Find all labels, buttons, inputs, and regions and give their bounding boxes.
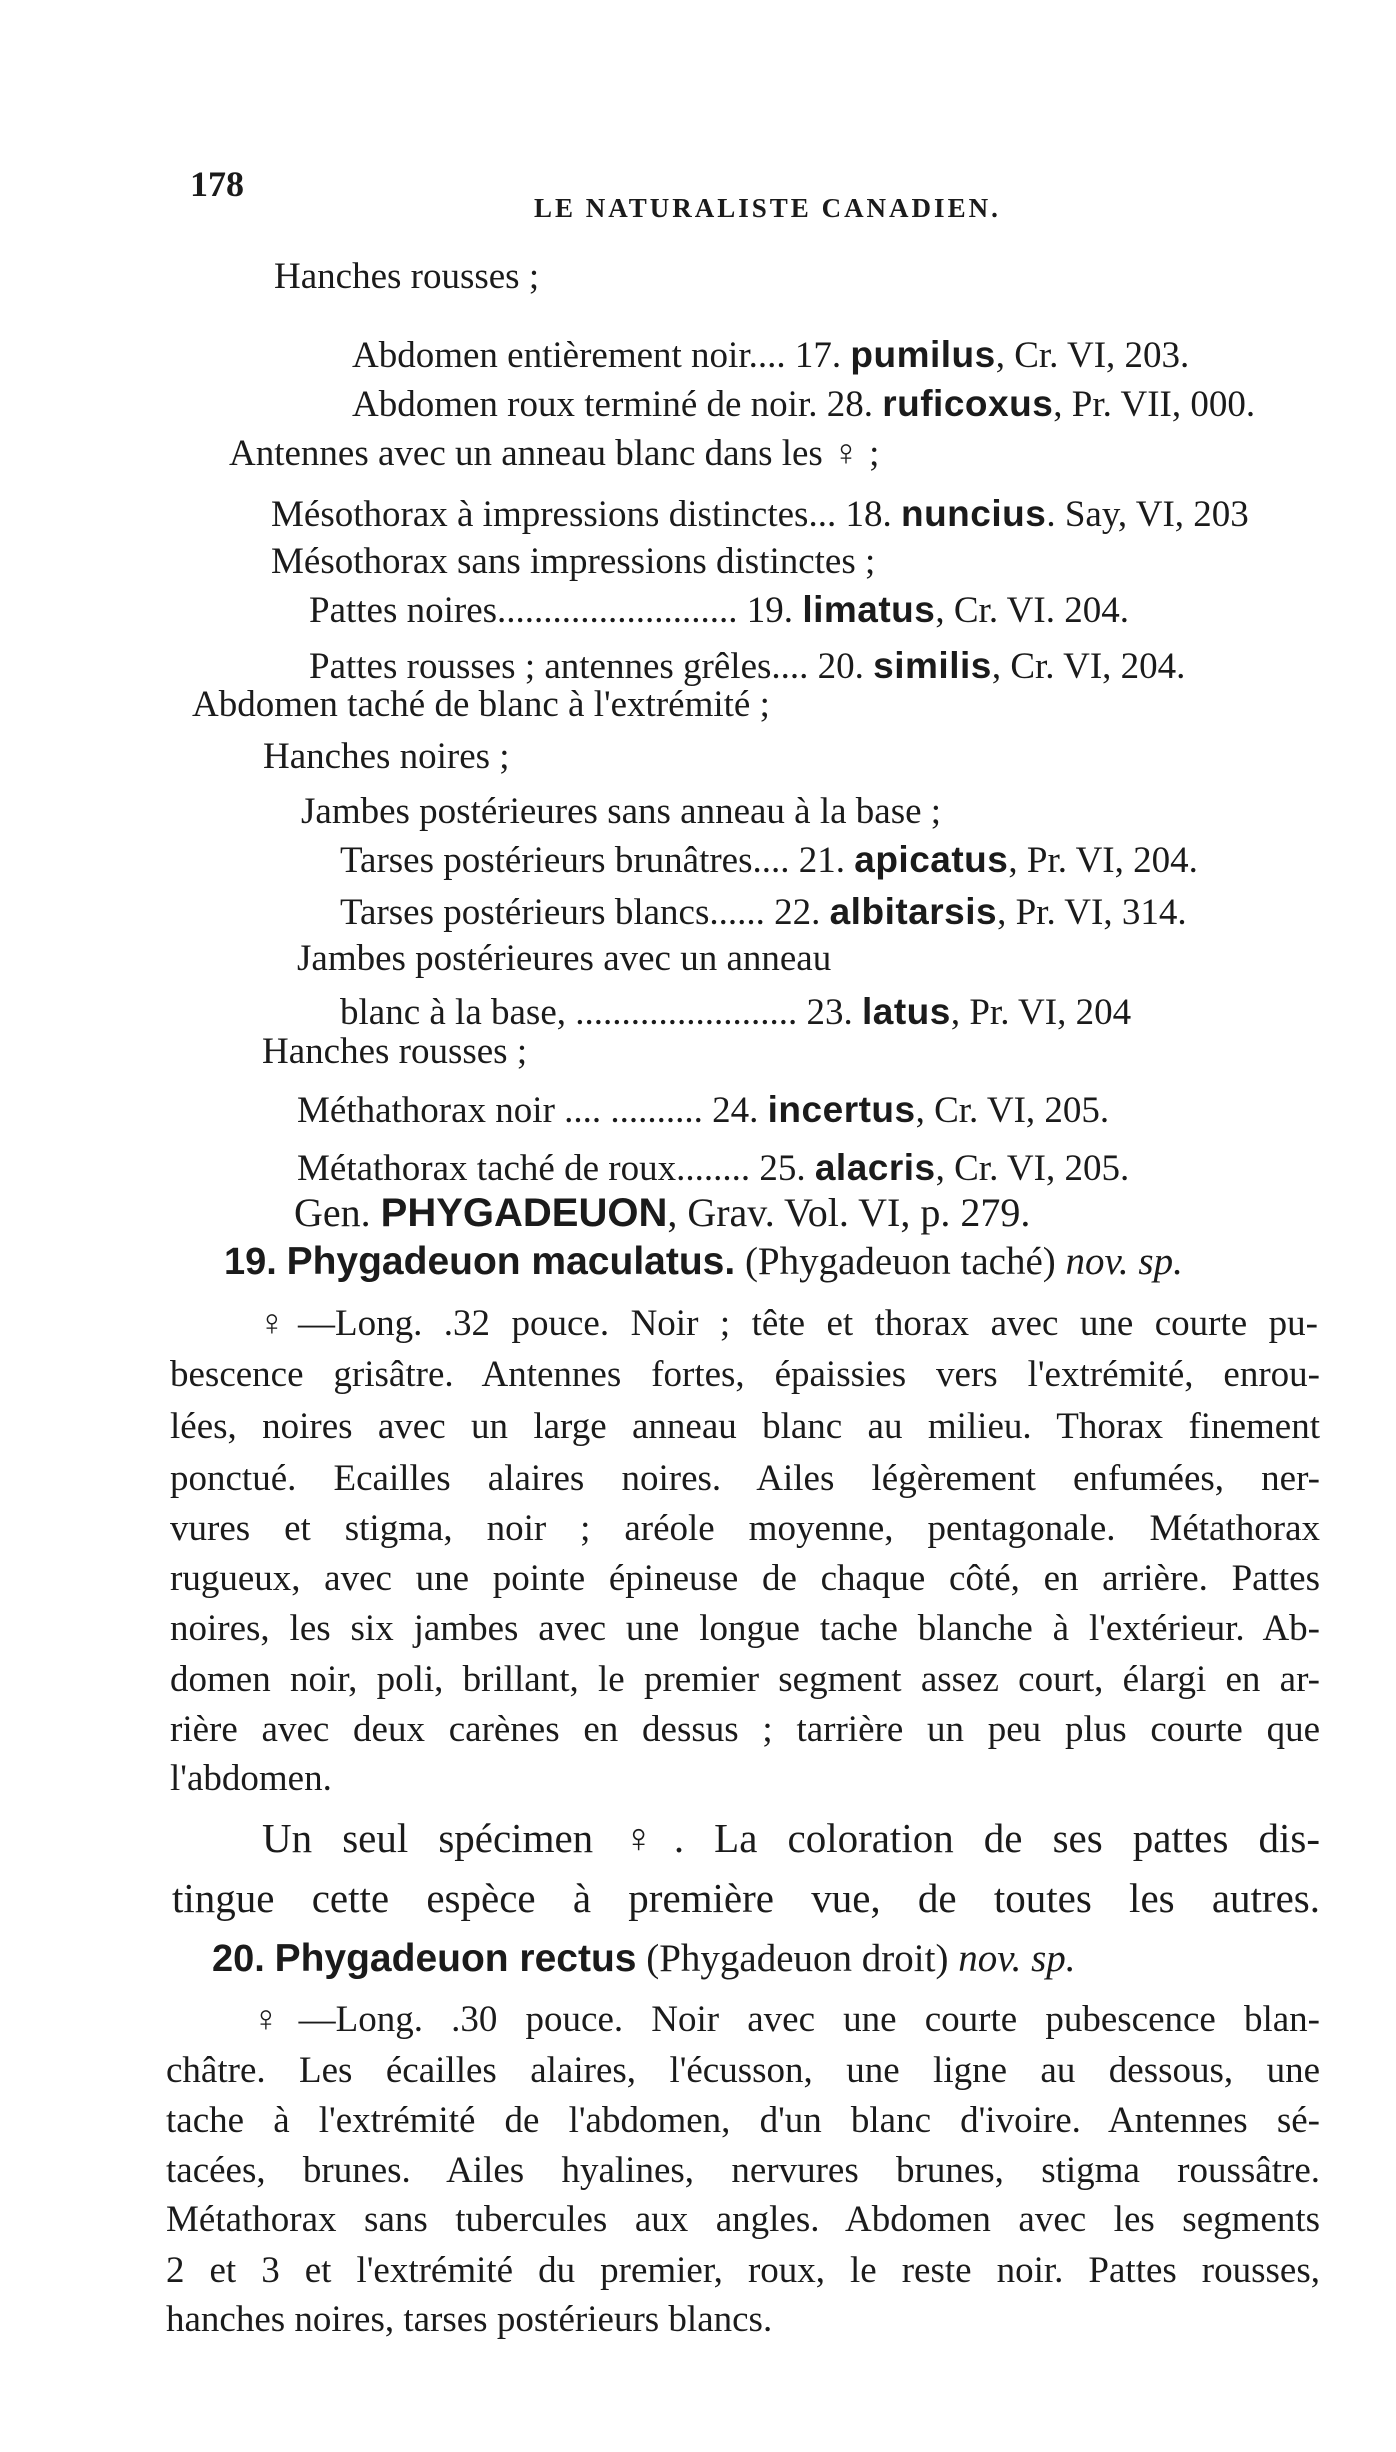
species-20-line: tache à l'extrémité de l'abdomen, d'un blanc d'ivoire. Antennes sé-	[166, 2100, 1320, 2141]
species-common-name: (Phygadeuon droit)	[636, 1937, 959, 1980]
species-number: 20.	[212, 1938, 265, 1980]
key-reference: , Pr. VI, 204	[950, 992, 1132, 1033]
key-reference: , Cr. VI, 204.	[991, 646, 1186, 687]
key-line-12	[340, 838, 1198, 883]
key-text: Pattes noires.......................... 19.	[309, 590, 803, 631]
key-reference: , Cr. VI, 203.	[995, 335, 1190, 376]
species-19-line: ponctué. Ecailles alaires noires. Ailes légèrement enfumées, ner-	[170, 1458, 1320, 1499]
key-text: Mésothorax à impressions distinctes... 18.	[271, 494, 901, 535]
key-line-4: Antennes avec un anneau blanc dans les ♀ ;	[229, 433, 880, 474]
key-reference: , Pr. VI, 204.	[1008, 840, 1198, 881]
species-name: alacris	[814, 1147, 936, 1188]
key-line-2	[352, 333, 1189, 378]
species-20-line: tacées, brunes. Ailes hyalines, nervures brunes, stigma roussâtre.	[166, 2150, 1320, 2191]
species-19-line: lées, noires avec un large anneau blanc au milieu. Thorax finement	[170, 1406, 1320, 1447]
key-text: Abdomen roux terminé de noir. 28.	[352, 384, 883, 425]
key-reference: , Pr. VII, 000.	[1053, 384, 1256, 425]
species-status: nov. sp.	[1065, 1240, 1183, 1283]
page-number: 178	[190, 164, 244, 204]
species-19-line: rière avec deux carènes en dessus ; tarrière un peu plus courte que	[170, 1709, 1320, 1750]
species-name: ruficoxus	[882, 383, 1054, 424]
key-reference: . Say, VI, 203	[1046, 494, 1249, 535]
species-19-line: domen noir, poli, brillant, le premier segment assez court, élargi en ar-	[170, 1659, 1320, 1700]
species-19-line: bescence grisâtre. Antennes fortes, épaissies vers l'extrémité, enrou-	[170, 1354, 1320, 1395]
species-name: incertus	[767, 1089, 916, 1130]
key-reference: , Cr. VI. 204.	[935, 590, 1129, 631]
key-line-3	[352, 382, 1255, 427]
species-number: 19.	[224, 1241, 277, 1283]
species-name: latus	[862, 991, 951, 1032]
genus-name: PHYGADEUON	[380, 1191, 668, 1235]
key-text: Pattes rousses ; antennes grêles.... 20.	[309, 646, 874, 687]
key-text: Tarses postérieurs brunâtres.... 21.	[340, 840, 855, 881]
species-19-line: ♀—Long. .32 pouce. Noir ; tête et thorax avec une courte pu-	[258, 1303, 1318, 1344]
key-text: Tarses postérieurs blancs...... 22.	[340, 892, 830, 933]
key-line-14: Jambes postérieures avec un anneau	[297, 938, 832, 979]
key-line-6: Mésothorax sans impressions distinctes ;	[271, 541, 876, 582]
key-reference: , Cr. VI, 205.	[935, 1148, 1130, 1189]
species-19-remark: tingue cette espèce à première vue, de toutes les autres.	[172, 1875, 1320, 1921]
key-text: blanc à la base, ........................ 23.	[340, 992, 862, 1033]
species-19-line: vures et stigma, noir ; aréole moyenne, pentagonale. Métathorax	[170, 1508, 1320, 1549]
key-line-17	[297, 1088, 1109, 1133]
species-20-line: ♀—Long. .30 pouce. Noir avec une courte pubescence blan-	[252, 1999, 1320, 2040]
key-line-1: Hanches rousses ;	[274, 256, 540, 297]
key-line-10: Hanches noires ;	[263, 736, 510, 777]
key-line-11: Jambes postérieures sans anneau à la base ;	[301, 791, 942, 832]
species-19-line: rugueux, avec une pointe épineuse de chaque côté, en arrière. Pattes	[170, 1558, 1320, 1599]
species-19-line: l'abdomen.	[170, 1758, 332, 1799]
species-name: pumilus	[850, 334, 996, 375]
key-reference: , Cr. VI, 205.	[915, 1090, 1110, 1131]
key-reference: , Pr. VI, 314.	[997, 892, 1187, 933]
species-19-line: noires, les six jambes avec une longue tache blanche à l'extérieur. Ab-	[170, 1608, 1320, 1649]
species-name: limatus	[802, 589, 936, 630]
species-title: Phygadeuon rectus	[274, 1937, 637, 1980]
key-text: Méthathorax noir .... .......... 24.	[297, 1090, 768, 1131]
genus-reference: , Grav. Vol. VI, p. 279.	[667, 1190, 1031, 1235]
species-19-heading	[224, 1240, 1183, 1284]
genus-heading	[294, 1191, 1030, 1235]
species-20-line: 2 et 3 et l'extrémité du premier, roux, le reste noir. Pattes rousses,	[166, 2250, 1320, 2291]
species-20-heading	[212, 1937, 1076, 1981]
key-line-13	[340, 890, 1187, 935]
species-status: nov. sp.	[958, 1937, 1076, 1980]
key-line-9: Abdomen taché de blanc à l'extrémité ;	[192, 684, 770, 725]
species-name: nuncius	[900, 493, 1047, 534]
species-20-line: Métathorax sans tubercules aux angles. Abdomen avec les segments	[166, 2199, 1320, 2240]
species-20-line: hanches noires, tarses postérieurs blancs.	[166, 2299, 773, 2340]
key-line-7	[309, 588, 1129, 633]
key-line-5	[271, 492, 1249, 537]
genus-prefix: Gen.	[294, 1190, 381, 1235]
key-line-18	[297, 1146, 1129, 1191]
key-line-16: Hanches rousses ;	[262, 1031, 528, 1072]
species-name: albitarsis	[829, 891, 998, 932]
running-title: LE NATURALISTE CANADIEN.	[534, 193, 1001, 223]
species-name: similis	[873, 645, 992, 686]
species-20-line: châtre. Les écailles alaires, l'écusson, une ligne au dessous, une	[166, 2050, 1320, 2091]
species-common-name: (Phygadeuon taché)	[735, 1240, 1066, 1283]
key-text: Métathorax taché de roux........ 25.	[297, 1148, 815, 1189]
key-line-15	[340, 990, 1131, 1035]
key-text: Abdomen entièrement noir.... 17.	[352, 335, 851, 376]
species-name: apicatus	[854, 839, 1009, 880]
species-19-remark: Un seul spécimen ♀. La coloration de ses pattes dis-	[262, 1815, 1320, 1861]
species-title: Phygadeuon maculatus.	[286, 1240, 736, 1283]
